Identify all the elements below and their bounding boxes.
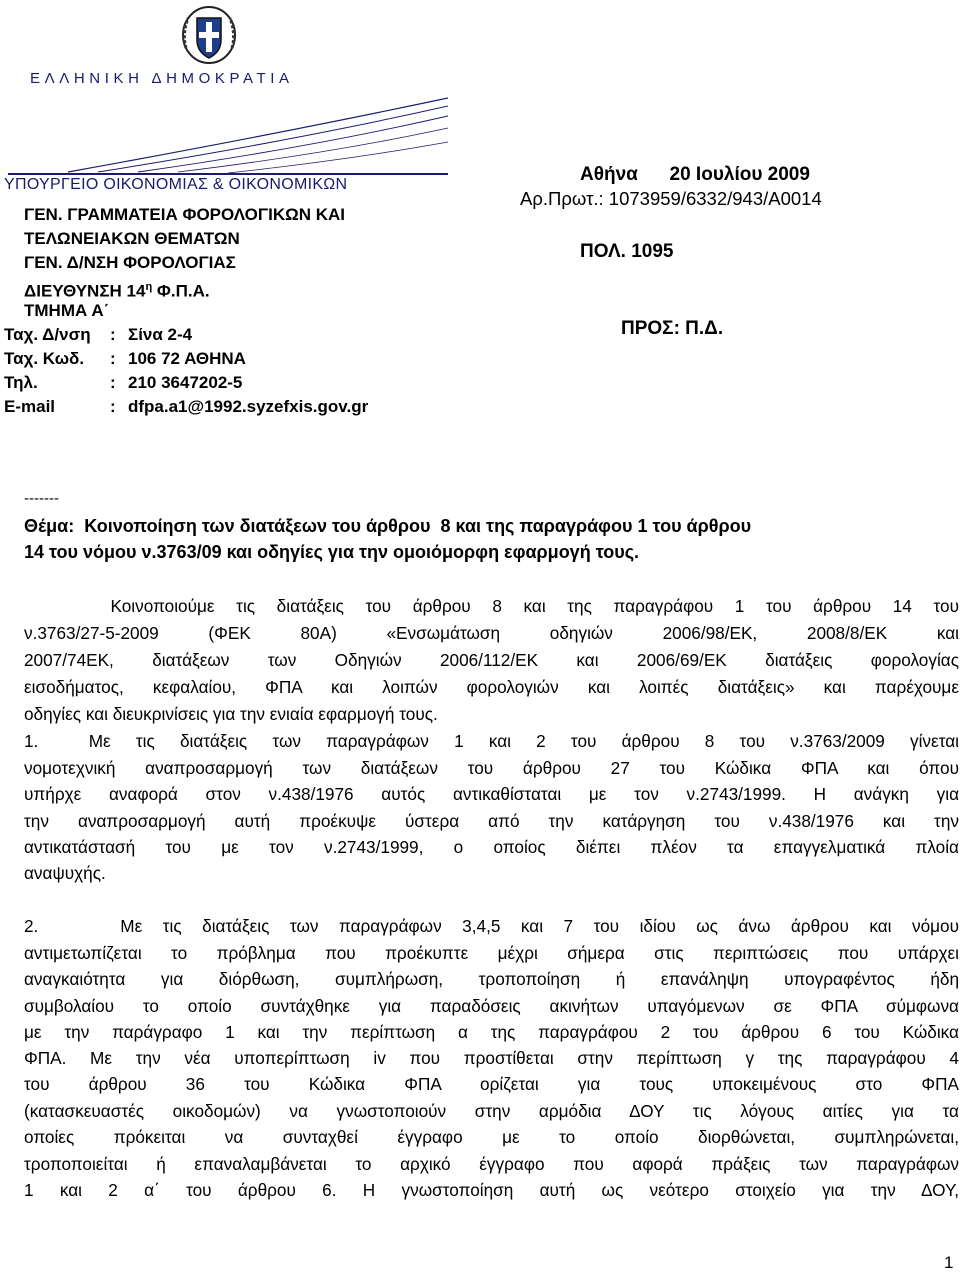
body-text-line: ν.3763/27-5-2009 (ΦΕΚ 80Α) «Ενσωμάτωση οδηγιών 2006/98/ΕΚ, 2008/8/ΕΚ και [24, 623, 959, 643]
dept-line-1: ΓΕΝ. ΓΡΑΜΜΑΤΕΙΑ ΦΟΡΟΛΟΓΙΚΩΝ ΚΑΙ [24, 205, 345, 224]
body-text-line: ΦΠΑ. Με την νέα υποπερίπτωση iv που προστίθεται στην περίπτωση γ της παραγράφου 4 [24, 1048, 959, 1068]
dept-line-4-text: ΔΙΕΥΘΥΝΣΗ 14 [24, 281, 146, 301]
recipient: ΠΡΟΣ: Π.Δ. [621, 318, 724, 339]
decorative-swoosh-lines [8, 96, 448, 176]
address-colon: : [110, 373, 116, 392]
body-text-line: την αναπροσαρμογή αυτή προέκυψε ύστερα από την κατάργηση του ν.438/1976 και την [24, 811, 959, 831]
address-colon: : [110, 325, 116, 344]
republic-title: ΕΛΛΗΝΙΚΗ ΔΗΜΟΚΡΑΤΙΑ [30, 70, 294, 87]
body-text-line: οποίες πρόκειται να συνταχθεί έγγραφο με το οποίο διορθώνεται, συμπληρώνεται, [24, 1127, 959, 1147]
body-text-line: 2007/74ΕΚ, διατάξεων των Οδηγιών 2006/112/ΕΚ και 2006/69/ΕΚ διατάξεις φορολογίας [24, 650, 959, 670]
body-text-line: αντιμετωπίζεται το πρόβλημα που προέκυπτε μέχρι σήμερα στις περιπτώσεις που υπάρχει [24, 943, 959, 963]
subject-line-1: Θέμα: Κοινοποίηση των διατάξεων του άρθρου 8 και της παραγράφου 1 του άρθρου [24, 516, 752, 536]
address-key: E-mail [4, 397, 56, 416]
email-link[interactable]: dfpa.a1@1992.syzefxis.gov.gr [128, 397, 369, 416]
dept-line-2: ΤΕΛΩΝΕΙΑΚΩΝ ΘΕΜΑΤΩΝ [24, 229, 240, 248]
body-text-line: νομοτεχνική αναπροσαρμογή των διατάξεων του άρθρου 27 του Κώδικα ΦΠΑ και όπου [24, 758, 959, 778]
body-text-line: του άρθρου 36 του Κώδικα ΦΠΑ ορίζεται για τους υποκειμένους στο ΦΠΑ [24, 1074, 959, 1094]
body-text-line: εισοδήματος, κεφαλαίου, ΦΠΑ και λοιπών φορολογιών και λοιπές διατάξεις» και παρέχουμε [24, 677, 959, 697]
body-text-line: συμβολαίου το οποίο συντάχθηκε για παραδόσεις ακινήτων υπαγόμενων σε ΦΠΑ σύμφωνα [24, 996, 959, 1016]
body-text-line: 1. Με τις διατάξεις των παραγράφων 1 και 2 του άρθρου 8 του ν.3763/2009 γίνεται [24, 731, 959, 751]
protocol-number: Αρ.Πρωτ.: 1073959/6332/943/Α0014 [520, 188, 822, 209]
address-value: 210 3647202-5 [128, 373, 243, 392]
body-text-line: (κατασκευαστές οικοδομών) να γνωστοποιούν στην αρμόδια ΔΟΥ τις λόγους αιτίες για τα [24, 1101, 959, 1121]
address-value: 106 72 ΑΘΗΝΑ [128, 349, 246, 368]
address-value: Σίνα 2-4 [128, 325, 193, 344]
coat-of-arms-emblem [178, 4, 240, 66]
place-date: Αθήνα 20 Ιουλίου 2009 [580, 164, 810, 185]
body-text-line: αναγκαιότητα για διόρθωση, συμπλήρωση, τροποποίηση ή επανάληψη υπογραφέντος ήδη [24, 969, 959, 989]
body-text-line: με την παράγραφο 1 και την περίπτωση α της παραγράφου 2 του άρθρου 6 του Κώδικα [24, 1022, 959, 1042]
body-text-line: Κοινοποιούμε τις διατάξεις του άρθρου 8 και της παραγράφου 1 του άρθρου 14 του [24, 596, 959, 616]
ministry-name: ΥΠΟΥΡΓΕΙΟ ΟΙΚΟΝΟΜΙΑΣ & ΟΙΚΟΝΟΜΙΚΩΝ [4, 176, 348, 193]
address-colon: : [110, 397, 116, 416]
body-text-line: υπήρχε αναφορά στον ν.438/1976 αυτός αντικαθίσταται με τον ν.2743/1999. Η ανάγκη για [24, 784, 959, 804]
subject-line-2: 14 του νόμου ν.3763/09 και οδηγίες για την ομοιόμορφη εφαρμογή τους. [24, 542, 640, 562]
body-text-line: τροποποιείται ή επαναλαμβάνεται το αρχικό έγγραφο που αφορά πράξεις των παραγράφων [24, 1154, 959, 1174]
dept-line-4-suffix: Φ.Π.Α. [152, 281, 210, 301]
address-key: Τηλ. [4, 373, 38, 392]
dept-line-3: ΓΕΝ. Δ/ΝΣΗ ΦΟΡΟΛΟΓΙΑΣ [24, 253, 236, 272]
dept-line-5: ΤΜΗΜΑ Α΄ [24, 301, 110, 320]
address-colon: : [110, 349, 116, 368]
separator-dashes: ------- [24, 490, 59, 507]
address-row [4, 347, 246, 371]
body-text-line: αναψυχής. [24, 863, 106, 883]
address-row [4, 323, 192, 347]
body-text-line: οδηγίες και διευκρινίσεις για την ενιαία εφαρμογή τους. [24, 704, 438, 724]
body-text-line: 1 και 2 α΄ του άρθρου 6. Η γνωστοποίηση αυτή ως νεότερο στοιχείο για την ΔΟΥ, [24, 1180, 959, 1200]
address-row [4, 371, 242, 395]
address-row [4, 395, 368, 419]
page-number: 1 [944, 1253, 954, 1272]
dept-line-4-sup: η [145, 281, 153, 293]
address-key: Ταχ. Κωδ. [4, 349, 85, 368]
body-text-line: 2. Με τις διατάξεις των παραγράφων 3,4,5 και 7 του ιδίου ως άνω άρθρου και νόμου [24, 916, 959, 936]
body-text-line: αντικατάστασή του με τον ν.2743/1999, ο οποίος διέπει πλέον τα επαγγελματικά πλοία [24, 837, 959, 857]
address-key: Ταχ. Δ/νση [4, 325, 91, 344]
pol-number: ΠΟΛ. 1095 [580, 241, 674, 262]
